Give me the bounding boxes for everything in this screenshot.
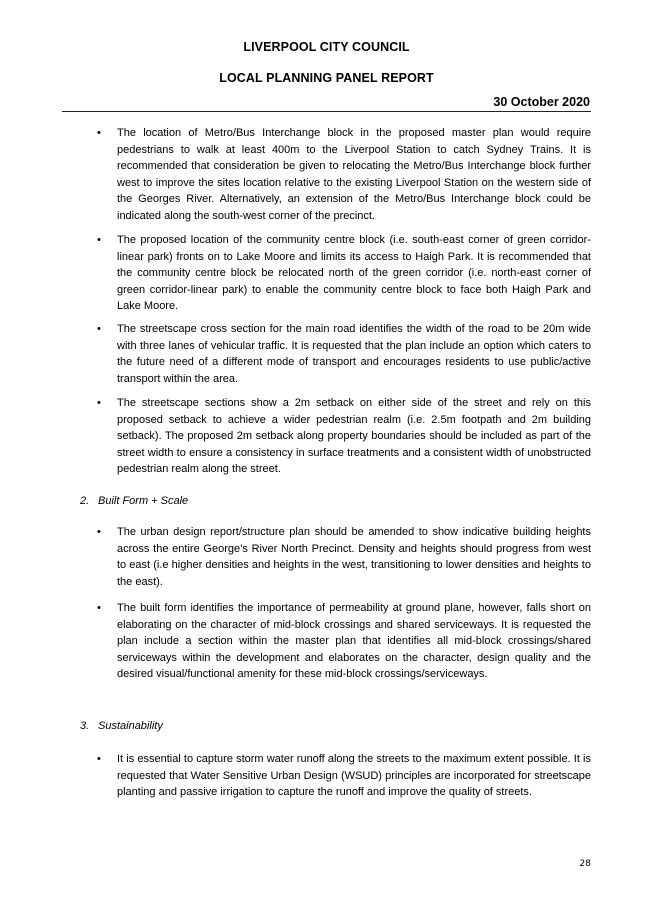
report-title: LOCAL PLANNING PANEL REPORT (219, 71, 434, 85)
bullet-icon: • (97, 753, 101, 765)
report-date: 30 October 2020 (493, 95, 590, 109)
bullet-icon: • (97, 127, 101, 139)
page-number: 28 (579, 859, 591, 869)
bullet-icon: • (97, 397, 101, 409)
council-title: LIVERPOOL CITY COUNCIL (243, 40, 410, 54)
bullet-icon: • (97, 526, 101, 538)
intro-bullet-streetscape-setback: The streetscape sections show a 2m setback on either side of the street and rely on this proposed setback to achieve a wider pedestrian realm (i.e. 2.5m footpath and 2m building setback). The proposed 2m setback along property boundaries should be included as part of the street width to ensure a consistency in surface treatments and a consistent width of unobstructed pedestrian realm along the street. (117, 397, 591, 475)
built-form-bullet-heights: The urban design report/structure plan should be amended to show indicative building heights across the entire George’s River North Precinct. Density and heights should progress from west to east (i.e higher densities and heights in the west, transitioning to lower densities and heights to the east). (117, 526, 591, 588)
intro-bullet-streetscape-cross-section: The streetscape cross section for the main road identifies the width of the road to be 20m wide with three lanes of vehicular traffic. It is requested that the plan include an option which caters to the future need of a different mode of transport and encourages residents to use public/active transport within the area. (117, 323, 591, 385)
section-title: Built Form + Scale (98, 495, 189, 507)
built-form-bullet-permeability: The built form identifies the importance of permeability at ground plane, however, falls short on elaborating on the character of mid-block crossings and shared serviceways. It is requested the plan include a section within the master plan that identifies all mid-block crossings/shared serviceways within the development and elaborates on the character, design quality and the desired visual/functional amenity for these mid-block crossings/serviceways. (117, 602, 591, 680)
bullet-icon: • (97, 602, 101, 614)
intro-bullet-community-centre: The proposed location of the community centre block (i.e. south-east corner of green corridor-linear park) fronts on to Lake Moore and limits its access to Haigh Park. It is recommended that the community centre block be relocated north of the green corridor (i.e. north-east corner of green corridor-linear park) to enable the community centre block to face both Haigh Park and Lake Moore. (117, 234, 591, 312)
section-number: 2. (80, 495, 90, 507)
section-number: 3. (80, 720, 90, 732)
header-divider (62, 111, 591, 112)
section-heading-sustainability (80, 718, 163, 735)
intro-bullet-metro-interchange: The location of Metro/Bus Interchange block in the proposed master plan would require pedestrians to walk at least 400m to the Liverpool Station to catch Sydney Trains. It is recommended that consideration be given to relocating the Metro/Bus Interchange block further west to improve the sites location relative to the existing Liverpool Station on the western side of the Georges River. Alternatively, an extension of the Metro/Bus Interchange block could be indicated along the south-west corner of the precinct. (117, 127, 591, 222)
bullet-icon: • (97, 234, 101, 246)
section-title: Sustainability (98, 720, 163, 732)
section-heading-built-form (80, 493, 188, 510)
bullet-icon: • (97, 323, 101, 335)
sustainability-bullet-wsud: It is essential to capture storm water runoff along the streets to the maximum extent possible. It is requested that Water Sensitive Urban Design (WSUD) principles are incorporated for streetscape planting and passive irrigation to capture the runoff and improve the quality of streets. (117, 753, 591, 798)
